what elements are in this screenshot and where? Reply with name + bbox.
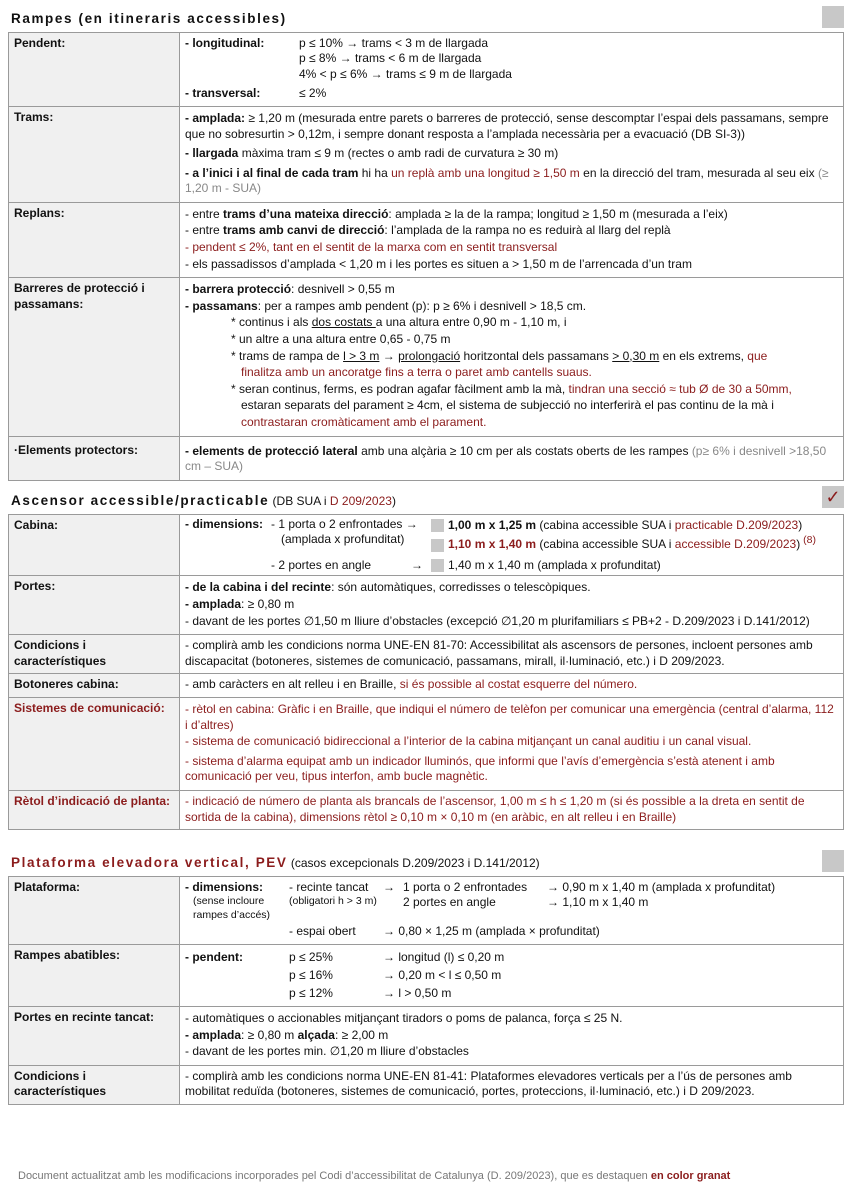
row-label: Trams:	[9, 106, 180, 202]
field-label: - dimensions:	[185, 516, 264, 531]
value-line: → 1,10 m x 1,40 m	[547, 895, 649, 910]
text-line: - els passadissos d’amplada < 1,20 m i les portes es situen a > 1,50 m de l’arrencada d’un tram	[185, 256, 692, 271]
text-line: * seran continus, ferms, es podran agafar fàcilment amb la mà, tindran una secció ≈ tub Ø de 30 a 50mm,	[231, 381, 792, 396]
section-title: Ascensor accessible/practicable (DB SUA i D 209/2023)	[11, 493, 396, 508]
arrow: →	[383, 879, 395, 894]
row-content	[180, 32, 844, 106]
arrow: →	[411, 557, 423, 572]
row-content	[180, 202, 844, 277]
row-content	[180, 576, 844, 635]
text-line: - entre trams d’una mateixa direcció: amplada ≥ la de la rampa; longitud ≥ 1,50 m (mesurada a l’eix)	[185, 206, 728, 221]
checkbox-icon[interactable]	[431, 519, 444, 532]
value-line: 1,00 m x 1,25 m (cabina accessible SUA i practicable D.209/2023)	[431, 518, 816, 534]
section-rampes	[8, 10, 844, 481]
value-line: p ≤ 16%	[289, 968, 333, 983]
row-label: ·Elements protectors:	[9, 436, 180, 480]
value-line: → longitud (l) ≤ 0,20 m	[383, 950, 505, 965]
value-line: → 0,80 × 1,25 m (amplada × profunditat)	[383, 924, 600, 939]
text-line: - llargada màxima tram ≤ 9 m (rectes o amb radi de curvatura ≥ 30 m)	[185, 146, 559, 161]
row-label: Plataforma:	[9, 876, 180, 944]
field-label: - longitudinal:	[185, 35, 265, 50]
value-line: ≤ 2%	[299, 86, 327, 101]
table-row	[9, 576, 844, 635]
row-label: Botoneres cabina:	[9, 674, 180, 698]
value-line: p ≤ 12%	[289, 986, 333, 1001]
option-label: - espai obert	[289, 924, 356, 939]
value-line: → 0,20 m < l ≤ 0,50 m	[383, 968, 502, 983]
plataforma-table	[8, 876, 844, 1105]
text-line: * trams de rampa de l > 3 m → prolongació horitzontal dels passamans > 0,30 m en els extrems, que	[231, 348, 768, 363]
text-line: estaran separats del parament ≥ 4cm, el sistema de subjecció no interferirà el pas continu de la mà i	[241, 398, 774, 413]
row-label: Condicions i característiques	[9, 635, 180, 674]
table-row	[9, 790, 844, 829]
row-content	[180, 1007, 844, 1066]
option-label: 1 porta o 2 enfrontades	[403, 879, 528, 894]
table-row	[9, 945, 844, 1007]
text-line: - sistema de comunicació bidireccional a l’interior de la cabina mitjançant un canal auditiu i un canal visual.	[185, 734, 752, 749]
table-row	[9, 514, 844, 576]
option-label: - recinte tancat	[289, 879, 369, 894]
table-row	[9, 1065, 844, 1104]
section-ascensor	[8, 487, 844, 830]
section-title: Rampes (en itineraris accessibles)	[11, 11, 287, 26]
row-content: - indicació de número de planta als brancals de l’ascensor, 1,00 m ≤ h ≤ 1,20 m (si és possible a la dreta en sentit de sortida de la cabina), dimensions rètol ≥ 0,10 m × 0,10 m (en aràbic, en alt relleu i en Braille)	[180, 790, 844, 829]
section-plataforma	[8, 854, 844, 1105]
text-line: * continus i als dos costats a una altura entre 0,90 m - 1,10 m, i	[231, 315, 567, 330]
table-row	[9, 106, 844, 202]
row-content: - complirà amb les condicions norma UNE-EN 81-41: Plataformes elevadores verticals per a l’ús de persones amb mobilitat reduïda (botoneres, sistemes de comunicació, portes, proteccions, il·luminació, etc.) i D 209/2023.	[180, 1065, 844, 1104]
text-line: - de la cabina i del recinte: són automàtiques, corredisses o telescòpiques.	[185, 580, 591, 595]
text-line: - passamans: per a rampes amb pendent (p): p ≥ 6% i desnivell > 18,5 cm.	[185, 298, 587, 313]
text-line: - davant de les portes min. ∅1,20 m lliure d’obstacles	[185, 1044, 469, 1059]
field-label: - pendent:	[185, 950, 243, 965]
table-row	[9, 32, 844, 106]
text-line: - rètol en cabina: Gràfic i en Braille, que indiqui el número de telèfon per comunicar una emergència (central d’alarma, 112 i d’altres)	[185, 701, 834, 732]
value-line: 1,10 m x 1,40 m (cabina accessible SUA i accessible D.209/2023) $^{(8)}$	[431, 534, 816, 553]
value-line: 4% < p ≤ 6% → trams ≤ 9 m de llargada	[299, 66, 512, 81]
checkbox-icon[interactable]	[431, 539, 444, 552]
row-content	[180, 876, 844, 944]
row-content: - complirà amb les condicions norma UNE-EN 81-70: Accessibilitat als ascensors de persones, incloent persones amb discapacitat (botoneres, sistemes de comunicació, passamans, mirall, il·luminació, etc.) i D 209/2023.	[180, 635, 844, 674]
row-label: Condicions i característiques	[9, 1065, 180, 1104]
checkbox-icon[interactable]	[431, 559, 444, 572]
value-line: → l > 0,50 m	[383, 986, 452, 1001]
text-line: - barrera protecció: desnivell > 0,55 m	[185, 282, 395, 297]
row-label: Rampes abatibles:	[9, 945, 180, 1007]
text-line: - a l’inici i al final de cada tram hi ha un replà amb una longitud ≥ 1,50 m en la direcció del tram, mesurada al seu eix (≥ 1,20 m - SUA)	[185, 165, 829, 196]
table-row	[9, 202, 844, 277]
row-content: - amb caràcters en alt relleu i en Braille, si és possible al costat esquerre del número.	[180, 674, 844, 698]
field-label: - transversal:	[185, 86, 261, 101]
option-label: - 1 porta o 2 enfrontades →	[271, 516, 418, 531]
row-label: Pendent:	[9, 32, 180, 106]
row-label: Replans:	[9, 202, 180, 277]
text-line: - amplada: ≥ 0,80 m alçada: ≥ 2,00 m	[185, 1027, 389, 1042]
status-box[interactable]	[822, 6, 844, 28]
text-line: - elements de protecció lateral amb una alçària ≥ 10 cm per als costats oberts de les rampes (p≥ 6% i desnivell >18,50 cm – SUA)	[185, 443, 827, 474]
ascensor-table	[8, 514, 844, 831]
text-line: - entre trams amb canvi de direcció: l’amplada de la rampa no es reduirà al llarg del replà	[185, 223, 671, 238]
table-row	[9, 436, 844, 480]
value-line: p ≤ 10% → trams < 3 m de llargada	[299, 35, 489, 50]
row-label: Rètol d’indicació de planta:	[9, 790, 180, 829]
text-line: finalitza amb un ancoratge fins a terra o paret amb cantells suaus.	[241, 365, 592, 380]
status-box[interactable]	[822, 850, 844, 872]
row-content	[180, 278, 844, 436]
text-line: - amplada: ≥ 0,80 m	[185, 596, 295, 611]
table-row	[9, 674, 844, 698]
row-label: Portes:	[9, 576, 180, 635]
rampes-table	[8, 32, 844, 481]
text-line: * un altre a una altura entre 0,65 - 0,75 m	[231, 332, 451, 347]
option-label: 2 portes en angle	[403, 895, 496, 910]
row-label: Cabina:	[9, 514, 180, 576]
value-line: 1,40 m x 1,40 m (amplada x profunditat)	[431, 558, 661, 574]
field-label: - dimensions:	[185, 879, 264, 894]
text-line: - sistema d’alarma equipat amb un indicador lluminós, que informi que l’avís d’emergència s’està atenent i amb comunicació per veu, tipus interfon, amb bucle magnètic.	[185, 753, 775, 784]
row-label: Barreres de protecció i passamans:	[9, 278, 180, 436]
table-row	[9, 278, 844, 436]
table-row	[9, 635, 844, 674]
text-line: - automàtiques o accionables mitjançant tiradors o poms de palanca, força ≤ 25 N.	[185, 1011, 623, 1026]
option-label: - 2 portes en angle	[271, 557, 372, 572]
table-row	[9, 876, 844, 944]
checkmark-icon[interactable]: ✓	[822, 486, 844, 508]
footer-note: Document actualitzat amb les modificacions incorporades pel Codi d’accessibilitat de Catalunya (D. 209/2023), que es destaquen en color granat	[18, 1170, 731, 1182]
field-note: (sense incloure rampes d’accés)	[193, 895, 271, 921]
value-line: → 0,90 m x 1,40 m (amplada x profunditat)	[547, 879, 776, 894]
row-content	[180, 106, 844, 202]
value-line: p ≤ 25%	[289, 950, 333, 965]
row-label: Sistemes de comunicació:	[9, 697, 180, 790]
row-content	[180, 436, 844, 480]
section-title: Plataforma elevadora vertical, PEV (casos excepcionals D.209/2023 i D.141/2012)	[11, 855, 540, 870]
text-line: - pendent ≤ 2%, tant en el sentit de la marxa com en sentit transversal	[185, 240, 558, 255]
text-line: - davant de les portes ∅1,50 m lliure d’obstacles (excepció ∅1,20 m plurifamiliars ≤ PB+2 - D.209/2023 i D.141/2012)	[185, 613, 810, 628]
row-content	[180, 514, 844, 576]
value-line: p ≤ 8% → trams < 6 m de llargada	[299, 51, 482, 66]
row-label: Portes en recinte tancat:	[9, 1007, 180, 1066]
table-row	[9, 697, 844, 790]
row-content	[180, 697, 844, 790]
option-note: (amplada x profunditat)	[281, 532, 405, 547]
row-content	[180, 945, 844, 1007]
text-line: - amplada: ≥ 1,20 m (mesurada entre parets o barreres de protecció, sense descomptar l’espai dels passamans, sempre que no sobresurtin > 0,12m, i sempre donant resposta a l’amplada necessària per a evacuació (DB SI-3))	[185, 110, 829, 141]
table-row	[9, 1007, 844, 1066]
text-line: contrastaran cromàticament amb el parament.	[241, 415, 487, 430]
option-note: (obligatori h > 3 m)	[289, 895, 377, 908]
